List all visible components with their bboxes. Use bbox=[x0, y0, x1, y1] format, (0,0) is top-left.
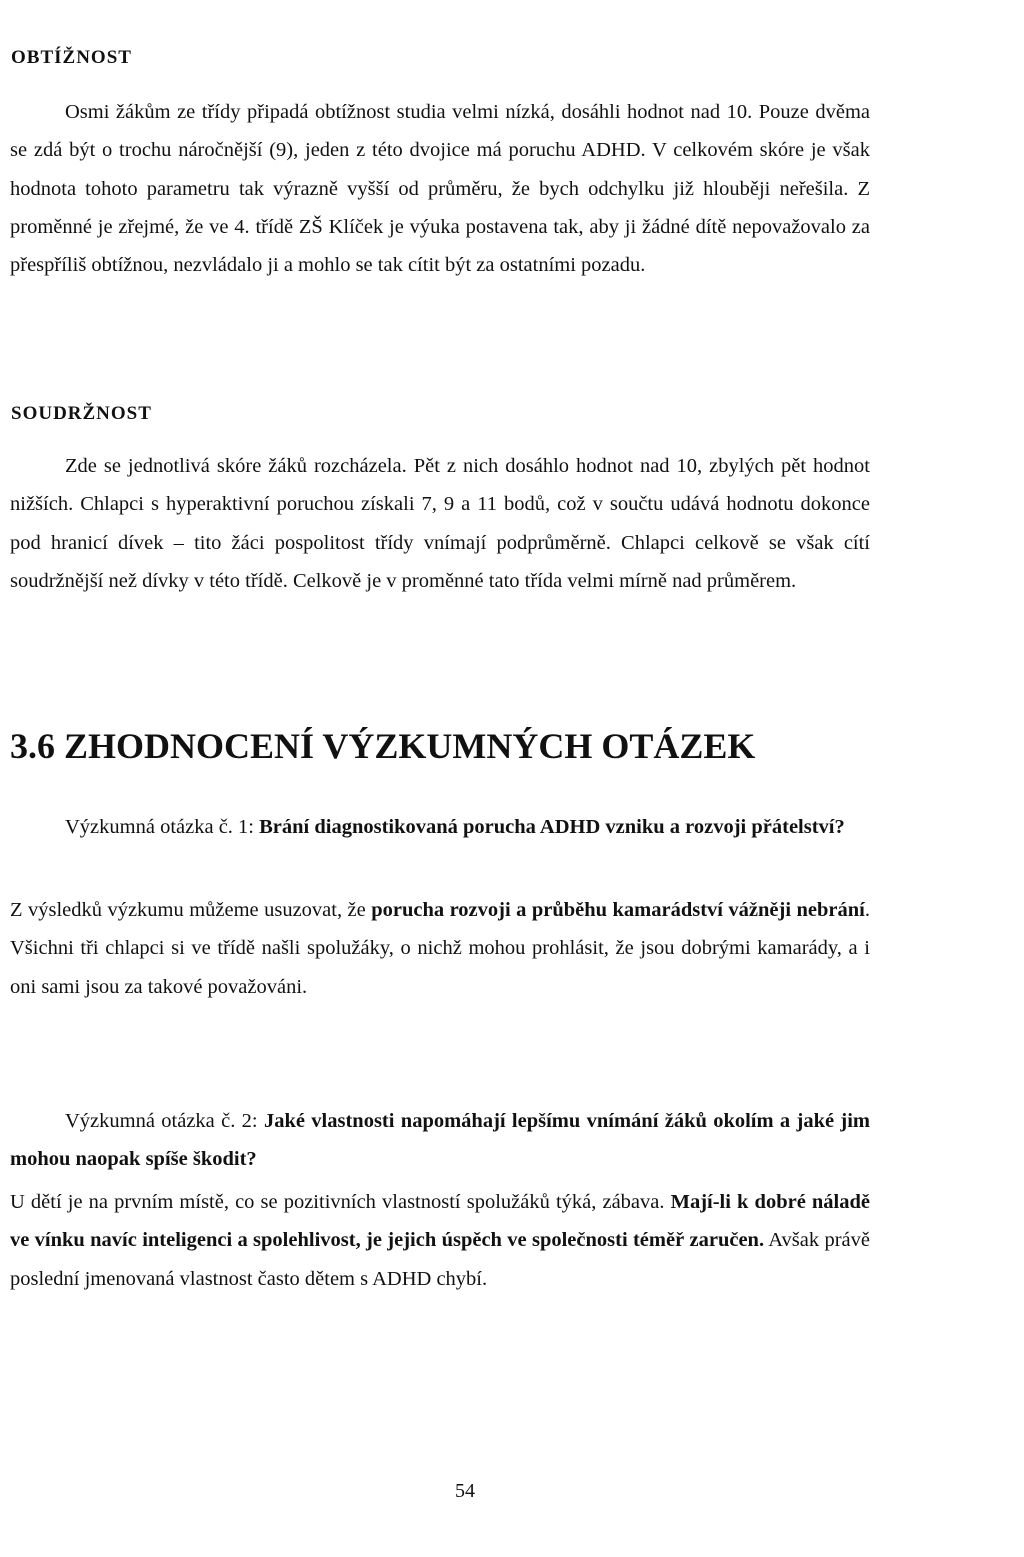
question-2-text: Jaké vlastnosti napomáhají lepšímu vnímání žáků okolím a jaké jim mohou naopak spíše škodit? bbox=[10, 1110, 871, 1171]
research-question-1 bbox=[10, 808, 870, 846]
page-number: 54 bbox=[455, 1480, 475, 1502]
question-1-text: Brání diagnostikovaná porucha ADHD vzniku a rozvoji přátelství? bbox=[259, 816, 845, 838]
answer-1-rest: . Všichni tři chlapci si ve třídě našli spolužáky, o nichž mohou prohlásit, že jsou dobrými kamarády, a i oni sami jsou za takové považováni. bbox=[10, 899, 870, 998]
research-question-2 bbox=[10, 1102, 870, 1179]
answer-2-intro: U dětí je na prvním místě, co se pozitivních vlastností spolužáků týká, zábava. bbox=[10, 1191, 671, 1213]
answer-1-intro: Z výsledků výzkumu můžeme usuzovat, že bbox=[10, 899, 372, 921]
chapter-title: 3.6 ZHODNOCENÍ VÝZKUMNÝCH OTÁZEK bbox=[10, 726, 756, 766]
answer-2-bold: Mají-li k dobré náladě ve vínku navíc inteligenci a spolehlivost, je jejich úspěch ve společnosti téměř zaručen. bbox=[10, 1191, 870, 1252]
research-answer-1 bbox=[10, 891, 870, 1006]
section-heading-obtiznost: OBTÍŽNOST bbox=[11, 47, 132, 68]
answer-1-bold: porucha rozvoji a průběhu kamarádství vážněji nebrání bbox=[371, 899, 865, 921]
paragraph-obtiznost: Osmi žákům ze třídy připadá obtížnost studia velmi nízká, dosáhli hodnot nad 10. Pouze dvěma se zdá být o trochu náročnější (9), jeden z této dvojice má poruchu ADHD. V celkovém skóre je však hodnota tohoto parametru tak výrazně vyšší od průměru, že bych odchylku již hlouběji neřešila. Z proměnné je zřejmé, že ve 4. třídě ZŠ Klíček je výuka postavena tak, aby ji žádné dítě nepovažovalo za přespříliš obtížnou, nezvládalo ji a mohlo se tak cítit být za ostatními pozadu. bbox=[10, 101, 870, 277]
paragraph-soudrznost: Zde se jednotlivá skóre žáků rozcházela. Pět z nich dosáhlo hodnot nad 10, zbylých pět hodnot nižších. Chlapci s hyperaktivní poruchou získali 7, 9 a 11 bodů, což v součtu udává hodnotu dokonce pod hranicí dívek – tito žáci pospolitost třídy vnímají podprůměrně. Chlapci celkově se však cítí soudržnější než dívky v této třídě. Celkově je v proměnné tato třída velmi mírně nad průměrem. bbox=[10, 455, 870, 592]
research-answer-2 bbox=[10, 1183, 870, 1298]
question-2-label: Výzkumná otázka č. 2: bbox=[65, 1110, 264, 1132]
answer-2-rest: Avšak právě poslední jmenovaná vlastnost často dětem s ADHD chybí. bbox=[10, 1229, 870, 1290]
section-heading-soudrznost: SOUDRŽNOST bbox=[11, 403, 152, 424]
question-1-label: Výzkumná otázka č. 1: bbox=[65, 816, 260, 838]
